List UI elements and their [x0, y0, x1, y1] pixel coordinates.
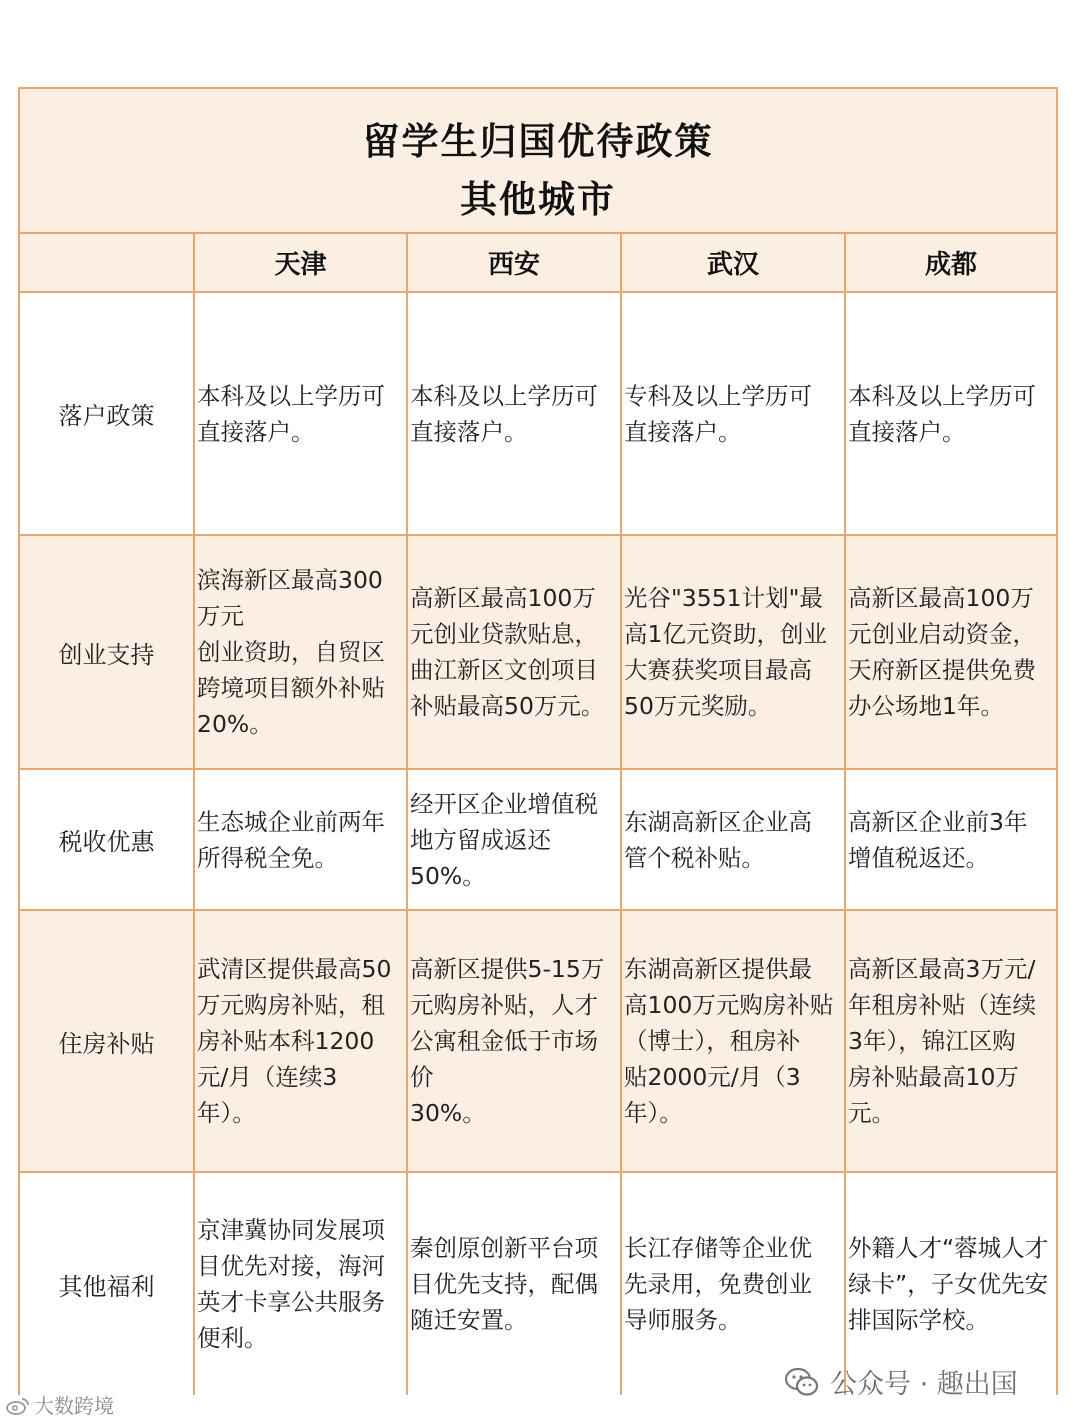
table-cell: 高新区最高100万 元创业启动资金， 天府新区提供免费 办公场地1年。	[845, 535, 1056, 769]
table-cell: 高新区企业前3年 增值税返还。	[845, 769, 1056, 910]
table-cell: 秦创原创新平台项 目优先支持，配偶 随迁安置。	[407, 1172, 621, 1395]
row-label-housing: 住房补贴	[20, 910, 194, 1172]
city-header-xian: 西安	[407, 234, 621, 292]
table-cell: 本科及以上学历可 直接落户。	[407, 292, 621, 535]
table-cell: 光谷"3551计划"最 高1亿元资助，创业 大赛获奖项目最高 50万元奖励。	[621, 535, 845, 769]
table-cell: 滨海新区最高300 万元 创业资助，自贸区 跨境项目额外补贴 20%。	[194, 535, 407, 769]
table-cell: 本科及以上学历可 直接落户。	[845, 292, 1056, 535]
row-label-tax: 税收优惠	[20, 769, 194, 910]
city-header-tianjin: 天津	[194, 234, 407, 292]
corner-cell	[20, 234, 194, 292]
sub-title: 其他城市	[460, 178, 616, 221]
city-header-wuhan: 武汉	[621, 234, 845, 292]
table-row	[20, 535, 1056, 769]
table-cell: 外籍人才“蓉城人才 绿卡”，子女优先安 排国际学校。	[845, 1172, 1056, 1395]
table-cell: 高新区最高100万 元创业贷款贴息， 曲江新区文创项目 补贴最高50万元。	[407, 535, 621, 769]
policy-table-frame	[18, 87, 1058, 1395]
table-cell: 高新区最高3万元/ 年租房补贴（连续 3年），锦江区购 房补贴最高10万 元。	[845, 910, 1056, 1172]
weibo-watermark	[6, 1390, 114, 1419]
wechat-icon	[784, 1367, 820, 1397]
row-label-startup: 创业支持	[20, 535, 194, 769]
weibo-icon	[6, 1396, 30, 1414]
table-cell: 经开区企业增值税 地方留成返还 50%。	[407, 769, 621, 910]
row-label-settlement: 落户政策	[20, 292, 194, 535]
table-row	[20, 769, 1056, 910]
table-cell: 武清区提供最高50 万元购房补贴，租 房补贴本科1200 元/月（连续3 年）。	[194, 910, 407, 1172]
table-cell: 长江存储等企业优 先录用，免费创业 导师服务。	[621, 1172, 845, 1395]
title-block	[20, 89, 1056, 234]
table-row	[20, 292, 1056, 535]
table-row	[20, 910, 1056, 1172]
row-label-other: 其他福利	[20, 1172, 194, 1395]
table-cell: 京津冀协同发展项 目优先对接，海河 英才卡享公共服务 便利。	[194, 1172, 407, 1395]
weibo-watermark-text: 大数跨境	[34, 1394, 114, 1418]
wechat-watermark-text: 公众号 · 趣出国	[830, 1369, 1018, 1400]
city-header-chengdu: 成都	[845, 234, 1056, 292]
table-cell: 东湖高新区企业高 管个税补贴。	[621, 769, 845, 910]
table-cell: 生态城企业前两年 所得税全免。	[194, 769, 407, 910]
table-cell: 本科及以上学历可 直接落户。	[194, 292, 407, 535]
wechat-watermark	[784, 1362, 1018, 1401]
main-title: 留学生归国优待政策	[362, 120, 714, 163]
header-row	[20, 234, 1056, 292]
table-cell: 高新区提供5-15万 元购房补贴，人才 公寓租金低于市场 价 30%。	[407, 910, 621, 1172]
table-cell: 专科及以上学历可 直接落户。	[621, 292, 845, 535]
policy-table	[20, 234, 1056, 1395]
table-cell: 东湖高新区提供最 高100万元购房补贴 （博士），租房补 贴2000元/月（3 年）。	[621, 910, 845, 1172]
